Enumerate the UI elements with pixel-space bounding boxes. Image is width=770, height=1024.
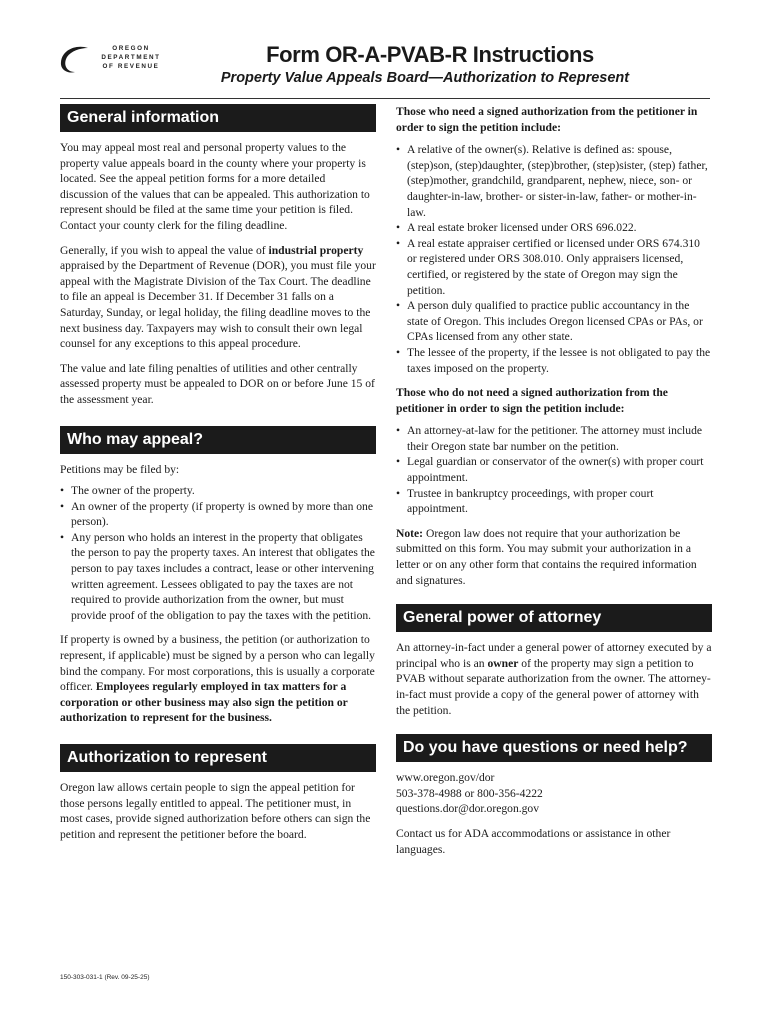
- who-may-appeal-intro: Petitions may be filed by:: [60, 462, 180, 476]
- logo-line-oregon: OREGON: [112, 45, 150, 52]
- right-column: [396, 104, 712, 866]
- list-item: • Any person who holds an interest in the property that obligates the person to pay the property taxes. An interest that obligates the person to pay taxes includes a contract, lease or other intervening written agreement. Lessees obligated to pay the taxes are not required to provide authorization from the owner, but must provide proof of the obligation to pay the taxes with the petition.: [60, 530, 376, 624]
- form-number: 150-303-031-1 (Rev. 09-25-25): [60, 974, 150, 981]
- oregon-swoosh-icon: [58, 42, 92, 76]
- list-item: • The lessee of the property, if the lessee is not obligated to pay the taxes imposed on the property.: [396, 345, 712, 376]
- not-need-signed-list: [396, 423, 712, 517]
- general-information-heading: General information: [60, 104, 376, 132]
- who-may-appeal-list: [60, 483, 376, 623]
- business-paragraph: If property is owned by a business, the petition (or authorization to represent, if applicable) must be signed by a person who can legally bind the company. For most corporations, this is usually a corporate officer. Employees regularly employed in tax matters for a corporation or other business may also sign the petition or authorization to represent for the business.: [60, 633, 375, 725]
- website-link[interactable]: www.oregon.gov/dor: [396, 771, 495, 785]
- left-column: [60, 104, 376, 851]
- list-item: • A person duly qualified to practice public accountancy in the state of Oregon. This includes Oregon licensed CPAs or PAs, or CPAs licensed from any other state.: [396, 298, 712, 345]
- page-title: Form OR-A-PVAB-R Instructions: [266, 42, 594, 67]
- general-info-paragraph-3: The value and late filing penalties of utilities and other centrally assessed property must be appealed to DOR on or before June 15 of the assessment year.: [60, 361, 375, 406]
- authorization-paragraph: Oregon law allows certain people to sign the appeal petition for those persons legally entitled to appeal. The petitioner must, in most cases, provide signed authorization before others can sign the petition and represent the petitioner before the board.: [60, 781, 371, 841]
- header-divider: [60, 98, 710, 99]
- email-link[interactable]: questions.dor@dor.oregon.gov: [396, 802, 540, 816]
- not-need-signed-heading: Those who do not need a signed authorization from the petitioner in order to sign the petition include:: [396, 386, 668, 415]
- list-item: • A relative of the owner(s). Relative is defined as: spouse, (step)son, (step)daughter, (step)brother, (step)sister, (step) father, (step)mother, grandchild, grandparent, nephew, niece, son- or daughter-in-law, brother- or sister-in-law, father- or mother-in-law.: [396, 142, 712, 220]
- general-power-heading: General power of attorney: [396, 604, 712, 632]
- list-item: • A real estate appraiser certified or licensed under ORS 674.310 or registered under ORS 308.010. Only appraisers licensed, certified, or registered by the state of Oregon may sign the petition.: [396, 236, 712, 298]
- need-signed-list: [396, 142, 712, 376]
- list-item: • A real estate broker licensed under ORS 696.022.: [396, 220, 712, 236]
- phone-numbers: 503-378-4988 or 800-356-4222: [396, 786, 543, 800]
- contact-block: [396, 770, 712, 817]
- list-item: • Legal guardian or conservator of the owner(s) with proper court appointment.: [396, 454, 712, 485]
- authorization-heading: Authorization to represent: [60, 744, 376, 772]
- list-item: • Trustee in bankruptcy proceedings, with proper court appointment.: [396, 486, 712, 517]
- note-paragraph: Note: Oregon law does not require that your authorization be submitted on this form. You may submit your authorization in a letter or on any other form that contains the required information and signatures.: [396, 526, 697, 587]
- logo-line-department: DEPARTMENT: [101, 54, 161, 61]
- general-power-paragraph: An attorney-in-fact under a general power of attorney executed by a principal who is an owner of the property may sign a petition to PVAB without separate authorization from the owner. The attorney-in-fact must provide a copy of the general power of attorney with the petition.: [396, 641, 712, 717]
- list-item: • An owner of the property (if property is owned by more than one person).: [60, 499, 376, 530]
- oregon-dor-logo: [58, 40, 168, 80]
- page-subtitle: Property Value Appeals Board—Authorization to Represent: [220, 70, 630, 86]
- list-item: • An attorney-at-law for the petitioner. The attorney must include their Oregon state bar number on the petition.: [396, 423, 712, 454]
- logo-line-revenue: OF REVENUE: [102, 63, 160, 70]
- general-info-paragraph-1: You may appeal most real and personal property values to the property value appeals board in the county where your property is located. See the appeal petition forms for a more detailed discussion of the values that can be appealed. This authorization to represent should be filed at the same time your petition is filed. Contact your county clerk for the filing deadline.: [60, 141, 370, 232]
- general-info-paragraph-2: Generally, if you wish to appeal the value of industrial property appraised by the Department of Revenue (DOR), you must file your appeal with the Magistrate Division of the Tax Court. The deadline to file an appeal is December 31. If December 31 falls on a Saturday, Sunday, or legal holiday, the filing deadline moves to the next business day. Taxpayers may wish to consult their own legal counsel for any exceptions to this appeal procedure.: [60, 243, 376, 351]
- who-may-appeal-heading: Who may appeal?: [60, 426, 376, 454]
- need-signed-heading: Those who need a signed authorization from the petitioner in order to sign the petition include:: [396, 105, 698, 134]
- list-item: • The owner of the property.: [60, 483, 376, 499]
- ada-paragraph: Contact us for ADA accommodations or assistance in other languages.: [396, 826, 671, 856]
- questions-heading: Do you have questions or need help?: [396, 734, 712, 762]
